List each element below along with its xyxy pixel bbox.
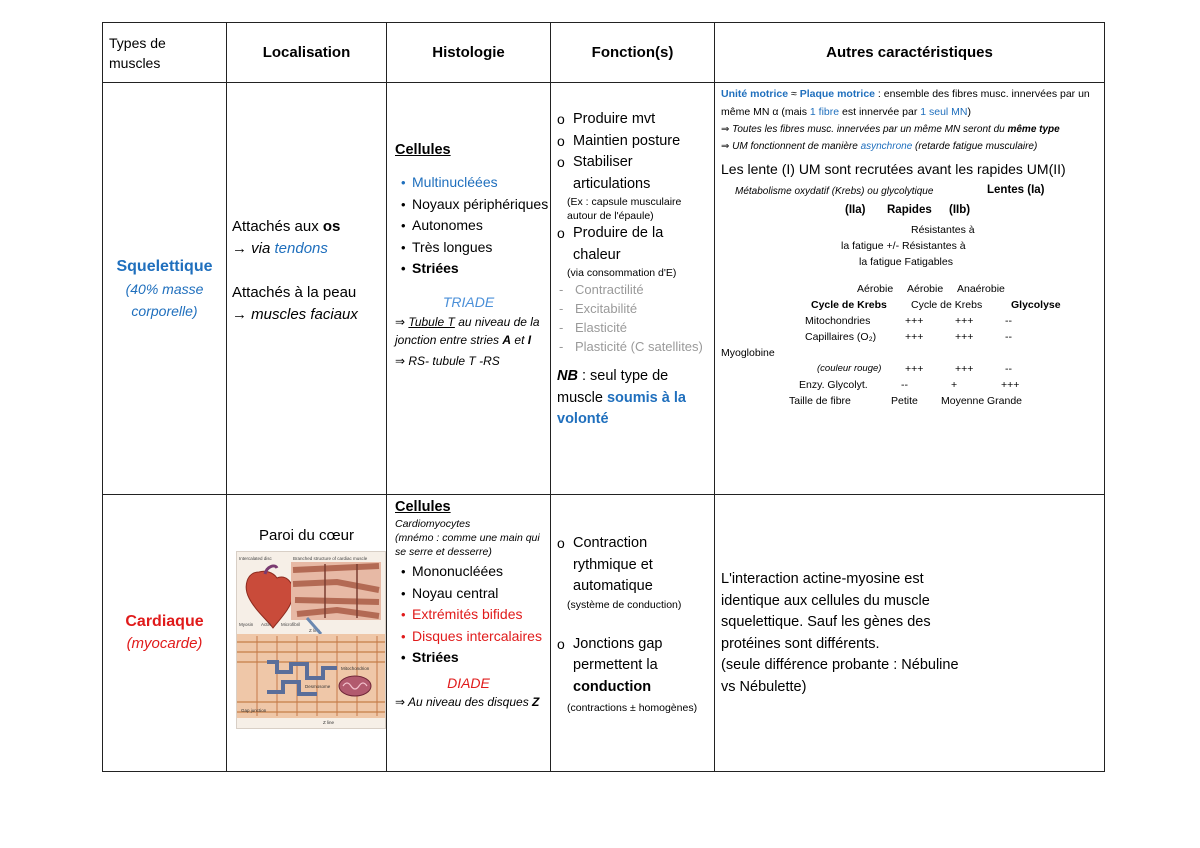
um-def-text2: est innervée par <box>839 106 921 118</box>
um3-async: asynchrone <box>860 141 913 152</box>
coul-val: +++ <box>905 363 924 375</box>
coul-label: (couleur rouge) <box>817 363 882 374</box>
prop-item: - Elasticité <box>551 318 714 337</box>
cardio-conduction: conduction <box>573 678 652 695</box>
cardiaque-histologie <box>387 495 551 772</box>
fig-label: Microfibril <box>281 622 301 627</box>
header-fonction: Fonction(s) <box>551 23 715 83</box>
capi-label: Capillaires (O₂) <box>805 331 877 343</box>
fonction-chaleur: Produire de la chaleur <box>573 225 664 263</box>
histo-item: • Striées <box>387 258 550 280</box>
triade-a: A <box>502 332 512 347</box>
cardio-contraction: Contraction rythmique et automatique <box>573 535 653 594</box>
squelettique-fonction <box>551 83 715 495</box>
cardio-interaction: L'interaction actine-myosine est identique aux cellules du muscle squelettique. Sauf les gènes des protéines sont différents. <box>721 571 931 652</box>
taille-val: Petite <box>891 395 918 407</box>
histo-item: • Noyaux périphériques <box>387 194 550 216</box>
fonction-list <box>551 109 714 280</box>
mito-val: -- <box>1005 315 1012 327</box>
fig-label: Z line <box>309 628 321 633</box>
coul-val: -- <box>1005 363 1012 375</box>
triade-arrow: ⇒ <box>395 314 409 329</box>
squelettique-autres <box>715 83 1105 495</box>
fiber-table <box>715 180 1104 420</box>
loc-faciaux-word: muscles faciaux <box>251 306 358 323</box>
prop-item: - Excitabilité <box>551 299 714 318</box>
loc-tendons-word: tendons <box>274 240 328 257</box>
triade-text <box>387 310 550 349</box>
triade-jonction: au niveau de la jonction entre stries <box>395 314 540 347</box>
rapides-label: Rapides <box>887 204 932 216</box>
histo-item: • Autonomes <box>387 215 550 237</box>
fonction-item <box>551 223 714 280</box>
cardiaque-sub: (myocarde) <box>126 635 203 652</box>
histo-list <box>387 172 550 280</box>
loc-os-bold: os <box>322 218 341 235</box>
cardio-memo: (mnémo : comme une main qui se serre et desserre) <box>395 532 540 558</box>
triade-i: I <box>527 332 532 347</box>
um2-text: ⇒ Toutes les fibres musc. innervées par un même MN seront du <box>721 124 1008 135</box>
cardiac-muscle-figure <box>236 551 386 729</box>
aero1: Aérobie <box>857 283 894 295</box>
cardio-label: Cardiomyocytes <box>395 518 471 530</box>
um-label: Unité motrice <box>721 88 789 100</box>
cardio-fonction-item <box>551 533 714 612</box>
res-line2: la fatigue +/- Résistantes à <box>841 240 966 252</box>
diade-z: Z <box>532 694 540 709</box>
um-1mn: 1 seul MN <box>920 106 968 118</box>
histo-item: • Très longues <box>387 237 550 259</box>
fonction-stabiliser: Stabiliser articulations <box>573 154 651 192</box>
um3-retarde: (retarde fatigue musculaire) <box>912 141 1038 152</box>
plaque-label: Plaque motrice <box>799 88 875 100</box>
krebs2: Cycle de Krebs <box>911 299 983 311</box>
res-line1: Résistantes à <box>911 224 975 236</box>
cardiaque-fonction <box>551 495 715 772</box>
um-paren: ) <box>967 106 972 118</box>
fig-label: Desmosome <box>305 684 331 689</box>
um-meme-type <box>715 121 1104 138</box>
enzy-val: -- <box>901 379 908 391</box>
nb-text <box>551 356 714 431</box>
fonction-item: o Produire mvt <box>551 109 714 131</box>
muscle-table <box>102 22 1105 772</box>
cardio-note: (contractions ± homogènes) <box>567 702 698 714</box>
capi-val: +++ <box>955 331 974 343</box>
row-squelettique <box>103 83 1105 495</box>
header-histologie: Histologie <box>387 23 551 83</box>
header-types: Types de muscles <box>103 23 227 83</box>
meta-label: Métabolisme oxydatif (Krebs) ou glycolytique <box>735 186 934 197</box>
loc-os <box>227 216 386 238</box>
taille-val: Grande <box>987 395 1023 407</box>
props-list <box>551 280 714 356</box>
fonction-note: (via consommation d'E) <box>567 267 677 279</box>
res-line3: la fatigue Fatigables <box>859 256 953 268</box>
histo-item: • Multinucléées <box>387 172 550 194</box>
fig-label: Z line <box>323 720 335 725</box>
diade-label: DIADE <box>447 674 490 691</box>
cardio-item: • Extrémités bifides <box>387 604 550 626</box>
prop-item: - Contractilité <box>551 280 714 299</box>
krebs1: Cycle de Krebs <box>811 299 887 311</box>
loc-arrow2: → <box>232 306 252 323</box>
cardio-difference: (seule différence probante : Nébuline vs Nébulette) <box>721 657 959 695</box>
triade-et: et <box>511 332 528 347</box>
enzy-val: +++ <box>1001 379 1020 391</box>
mito-val: +++ <box>955 315 974 327</box>
enzy-val: + <box>951 379 958 391</box>
glyco: Glycolyse <box>1011 299 1061 311</box>
nb-body: : seul type de muscle <box>557 368 669 406</box>
cardio-fonction-item <box>551 634 714 717</box>
squelettique-histologie <box>387 83 551 495</box>
loc-via: via <box>251 240 275 257</box>
cardiaque-localisation <box>227 495 387 772</box>
fig-label: Actin <box>261 622 272 627</box>
mito-val: +++ <box>905 315 924 327</box>
cardiaque-type-cell <box>103 495 227 772</box>
prop-item: - Plasticité (C satellites) <box>551 337 714 356</box>
loc-tendons <box>227 238 386 260</box>
squelettique-type-cell <box>103 83 227 495</box>
fig-label: Branched structure of cardiac muscle <box>293 556 368 561</box>
mito-label: Mitochondries <box>805 315 871 327</box>
um-async <box>715 138 1104 155</box>
um2-bold: même type <box>1007 124 1060 135</box>
um-approx: ≈ <box>788 88 800 100</box>
fonction-note: (Ex : capsule musculaire autour de l'épaule) <box>567 196 682 222</box>
cardio-fonction-list <box>551 533 714 716</box>
cardiaque-name: Cardiaque <box>125 613 204 630</box>
triade-rs: ⇒ RS- tubule T -RS <box>395 353 500 368</box>
anaero: Anaérobie <box>957 283 1005 295</box>
cardiac-muscle-illustration <box>237 552 385 728</box>
loc-paroi: Paroi du cœur <box>258 527 355 544</box>
diade-body: ⇒ Au niveau des disques <box>395 694 533 709</box>
cardio-list <box>387 561 550 669</box>
cardiaque-autres <box>715 495 1105 772</box>
cardio-note: (système de conduction) <box>567 598 682 611</box>
capi-val: +++ <box>905 331 924 343</box>
loc-os-text: Attachés aux <box>232 218 323 235</box>
cardio-item: • Striées <box>387 647 550 669</box>
capi-val: -- <box>1005 331 1012 343</box>
cardio-item: • Noyau central <box>387 583 550 605</box>
iib-label: (IIb) <box>949 204 971 216</box>
squelettique-localisation <box>227 83 387 495</box>
recrutement-text: Les lente (I) UM sont recrutées avant les rapides UM(II) <box>721 161 1066 177</box>
um-definition <box>715 83 1104 121</box>
cardio-cellules: Cellules <box>395 499 451 515</box>
header-autres: Autres caractéristiques <box>715 23 1105 83</box>
fig-label: Myosin <box>239 622 254 627</box>
loc-faciaux <box>227 304 386 326</box>
myo-label: Myoglobine <box>721 347 775 359</box>
cardio-item: • Disques intercalaires <box>387 626 550 648</box>
fig-label: Intercalated disc <box>239 556 272 561</box>
triade-label: TRIADE <box>442 293 495 310</box>
loc-peau: Attachés à la peau <box>232 284 357 301</box>
row-cardiaque <box>103 495 1105 772</box>
loc-arrow: → <box>232 240 252 257</box>
cardio-autres-text <box>715 495 1104 698</box>
cardio-gap: Jonctions gap permettent la <box>573 635 663 673</box>
header-localisation: Localisation <box>227 23 387 83</box>
fig-label: Mitochondrion <box>341 666 370 671</box>
squelettique-sub1: (40% masse <box>125 280 204 297</box>
squelettique-sub2: corporelle) <box>131 302 198 319</box>
cardio-item: • Mononucléées <box>387 561 550 583</box>
taille-label: Taille de fibre <box>789 395 851 407</box>
header-row <box>103 23 1105 83</box>
fig-label: Gap junction <box>241 708 267 713</box>
um3-text: ⇒ UM fonctionnent de manière <box>721 141 861 152</box>
histo-cellules: Cellules <box>395 142 451 158</box>
lentes-label: Lentes (Ia) <box>987 184 1045 196</box>
aero2: Aérobie <box>907 283 944 295</box>
triade-tubule: Tubule T <box>408 314 455 329</box>
iia-label: (IIa) <box>845 204 866 216</box>
fonction-item: o Maintien posture <box>551 131 714 153</box>
coul-val: +++ <box>955 363 974 375</box>
squelettique-name: Squelettique <box>116 257 213 275</box>
um-def-text: : ensemble des fibres musc. innervées par un même MN α (mais <box>721 88 1090 118</box>
um-1fibre: 1 fibre <box>809 106 840 118</box>
diade-text <box>387 691 550 711</box>
nb-label: NB <box>557 368 578 384</box>
nb-volonte: soumis à la volonté <box>557 389 686 427</box>
fonction-item <box>551 152 714 223</box>
taille-val: Moyenne <box>941 395 985 407</box>
enzy-label: Enzy. Glycolyt. <box>799 379 868 391</box>
